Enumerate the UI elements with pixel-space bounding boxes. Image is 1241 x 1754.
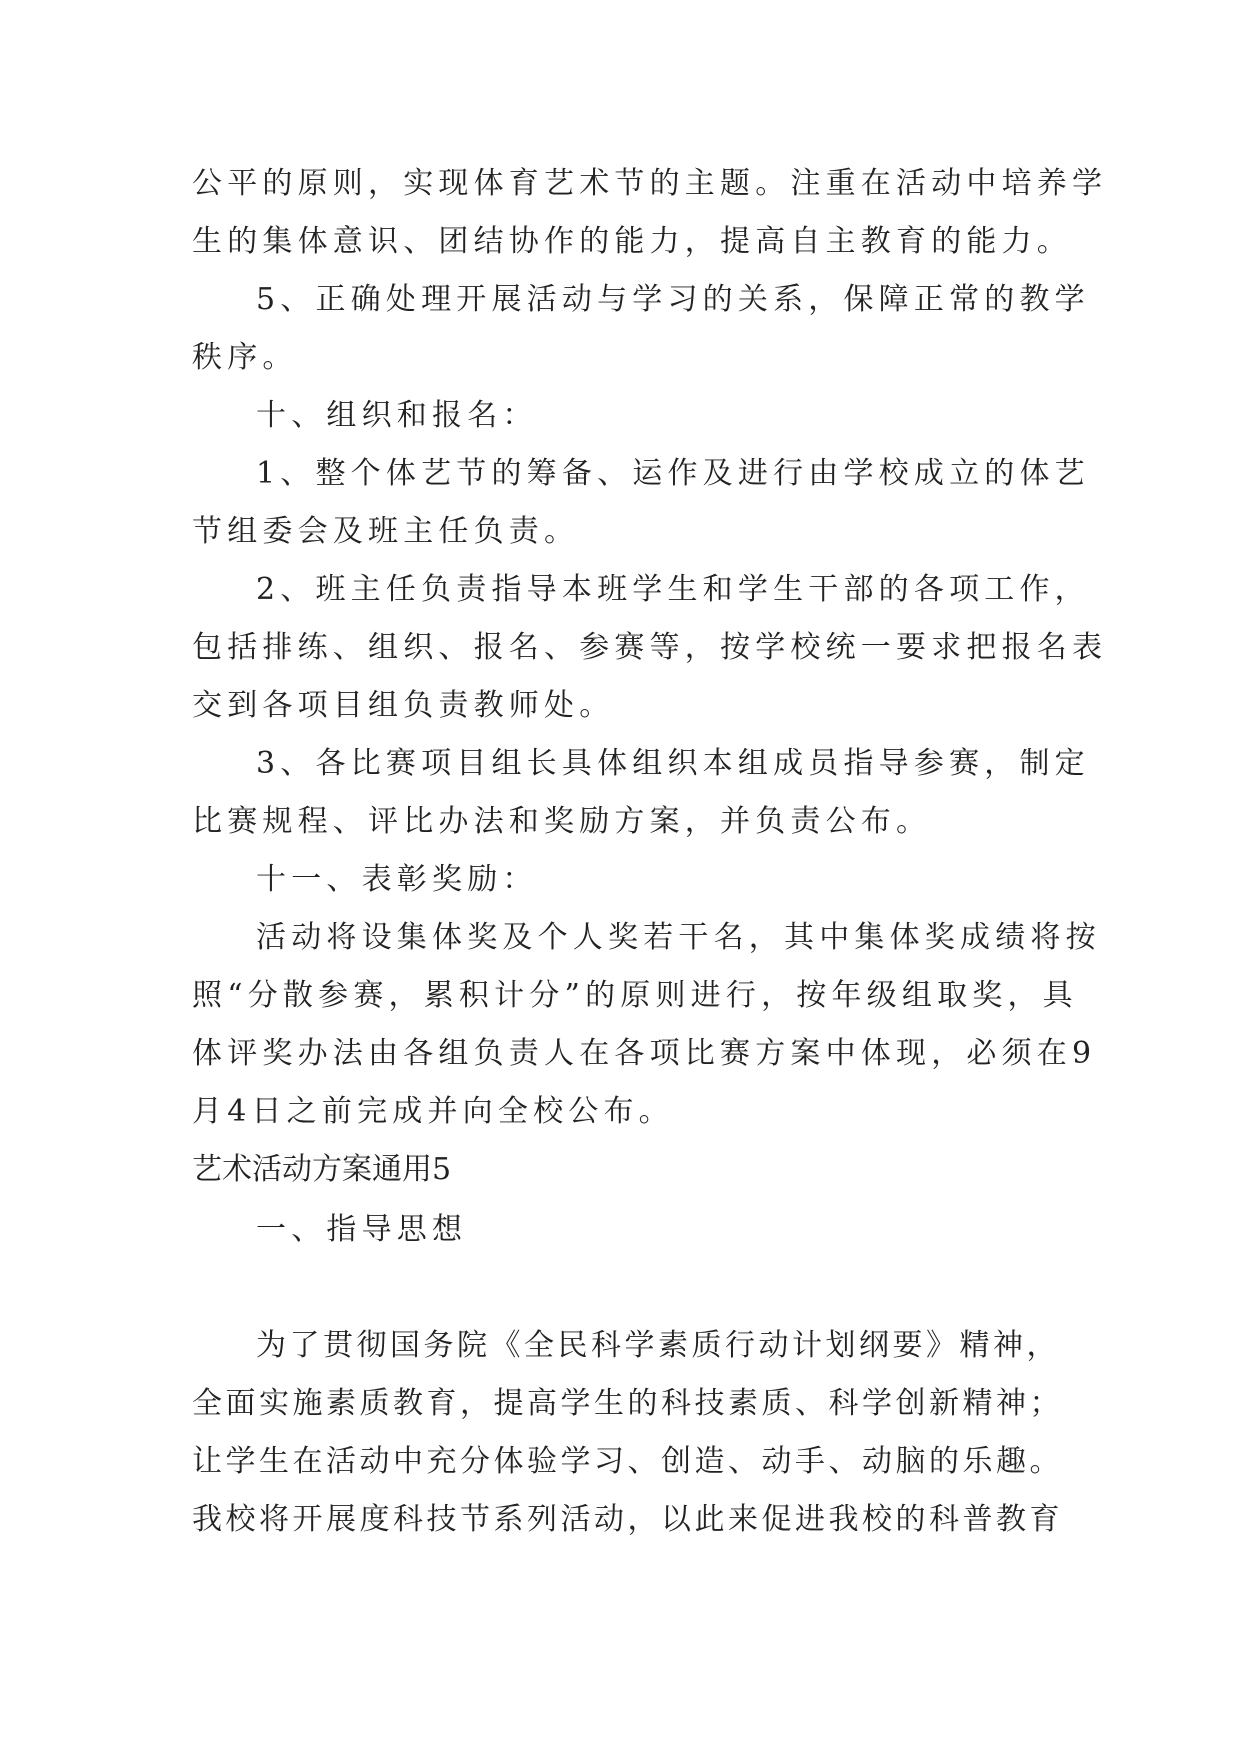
paragraph-line-12: 比赛规程、评比办法和奖励方案，并负责公布。 xyxy=(192,804,932,839)
paragraph-line-21: 全面实施素质教育，提高学生的科技素质、科学创新精神； xyxy=(192,1386,1063,1421)
paragraph-line-10: 交到各项目组负责教师处。 xyxy=(192,688,615,723)
paragraph-line-4: 秩序。 xyxy=(192,340,298,375)
paragraph-line-23: 我校将开展度科技节系列活动，以此来促进我校的科普教育 xyxy=(192,1502,1063,1537)
document-title: 艺术活动方案通用5 xyxy=(192,1152,452,1187)
paragraph-line-22: 让学生在活动中充分体验学习、创造、动手、动脑的乐趣。 xyxy=(192,1444,1063,1479)
paragraph-line-3: 5、正确处理开展活动与学习的关系，保障正常的教学 xyxy=(256,282,1090,317)
paragraph-line-7: 节组委会及班主任负责。 xyxy=(192,514,580,549)
paragraph-line-20: 为了贯彻国务院《全民科学素质行动计划纲要》精神， xyxy=(256,1328,1060,1363)
paragraph-line-14: 活动将设集体奖及个人奖若干名，其中集体奖成绩将按 xyxy=(256,920,1101,955)
paragraph-line-9: 包括排练、组织、报名、参赛等，按学校统一要求把报名表 xyxy=(192,630,1108,665)
paragraph-line-17: 月4日之前完成并向全校公布。 xyxy=(192,1094,674,1129)
paragraph-line-15: 照“分散参赛，累积计分”的原则进行，按年级组取奖，具 xyxy=(192,978,1078,1013)
section-heading-guiding-thought: 一、指导思想 xyxy=(256,1212,468,1247)
paragraph-line-1: 公平的原则，实现体育艺术节的主题。注重在活动中培养学 xyxy=(192,166,1108,201)
section-heading-awards: 十一、表彰奖励： xyxy=(256,862,538,897)
section-heading-organization: 十、组织和报名： xyxy=(256,398,538,433)
paragraph-line-2: 生的集体意识、团结协作的能力，提高自主教育的能力。 xyxy=(192,224,1072,259)
paragraph-line-6: 1、整个体艺节的筹备、运作及进行由学校成立的体艺 xyxy=(256,456,1090,491)
paragraph-line-8: 2、班主任负责指导本班学生和学生干部的各项工作， xyxy=(256,572,1090,607)
paragraph-line-11: 3、各比赛项目组长具体组织本组成员指导参赛，制定 xyxy=(256,746,1090,781)
paragraph-line-16: 体评奖办法由各组负责人在各项比赛方案中体现，必须在9 xyxy=(192,1036,1097,1071)
